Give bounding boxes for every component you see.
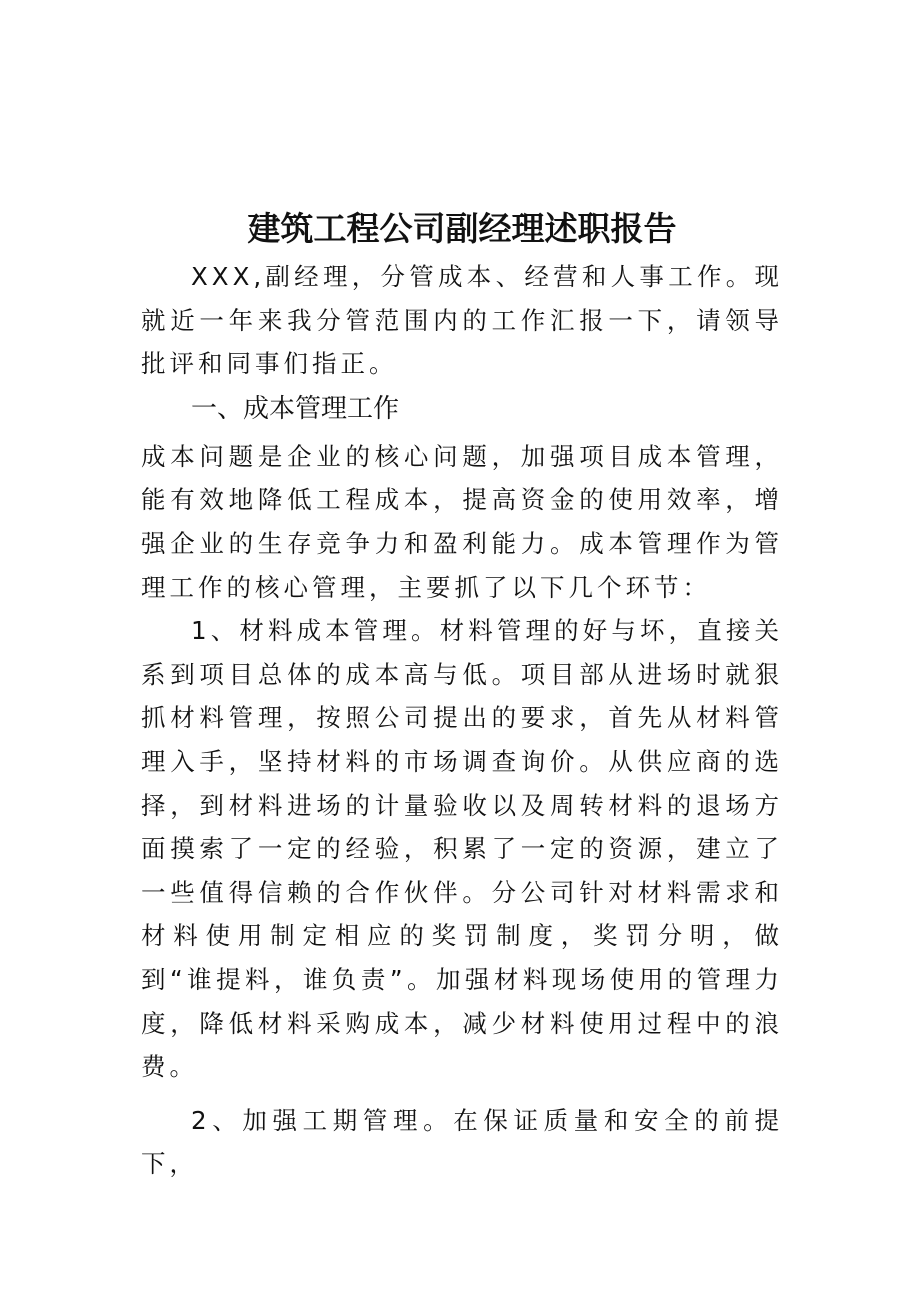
document-body — [141, 203, 783, 1186]
document-title: 建筑工程公司副经理述职报告 — [247, 209, 677, 248]
cost-overview-paragraph: 成本问题是企业的核心问题，加强项目成本管理，能有效地降低工程成本，提高资金的使用效率，增强企业的生存竞争力和盈利能力。成本管理作为管理工作的核心管理，主要抓了以下几个环节： — [141, 441, 783, 602]
intro-paragraph: XXX,副经理，分管成本、经营和人事工作。现就近一年来我分管范围内的工作汇报一下，请领导批评和同事们指正。 — [141, 262, 783, 379]
schedule-management-paragraph: 2、加强工期管理。在保证质量和安全的前提下， — [141, 1105, 783, 1179]
material-cost-paragraph: 1、材料成本管理。材料管理的好与坏，直接关系到项目总体的成本高与低。项目部从进场时就狠抓材料管理，按照公司提出的要求，首先从材料管理入手，坚持材料的市场调查询价。从供应商的选择，到材料进场的计量验收以及周转材料的退场方面摸索了一定的经验，积累了一定的资源，建立了一些值得信赖的合作伙伴。分公司针对材料需求和材料使用制定相应的奖罚制度，奖罚分明，做到“谁提料，谁负责”。加强材料现场使用的管理力度，降低材料采购成本，减少材料使用过程中的浪费。 — [141, 616, 783, 1082]
section-heading-cost-management: 一、成本管理工作 — [191, 393, 400, 424]
